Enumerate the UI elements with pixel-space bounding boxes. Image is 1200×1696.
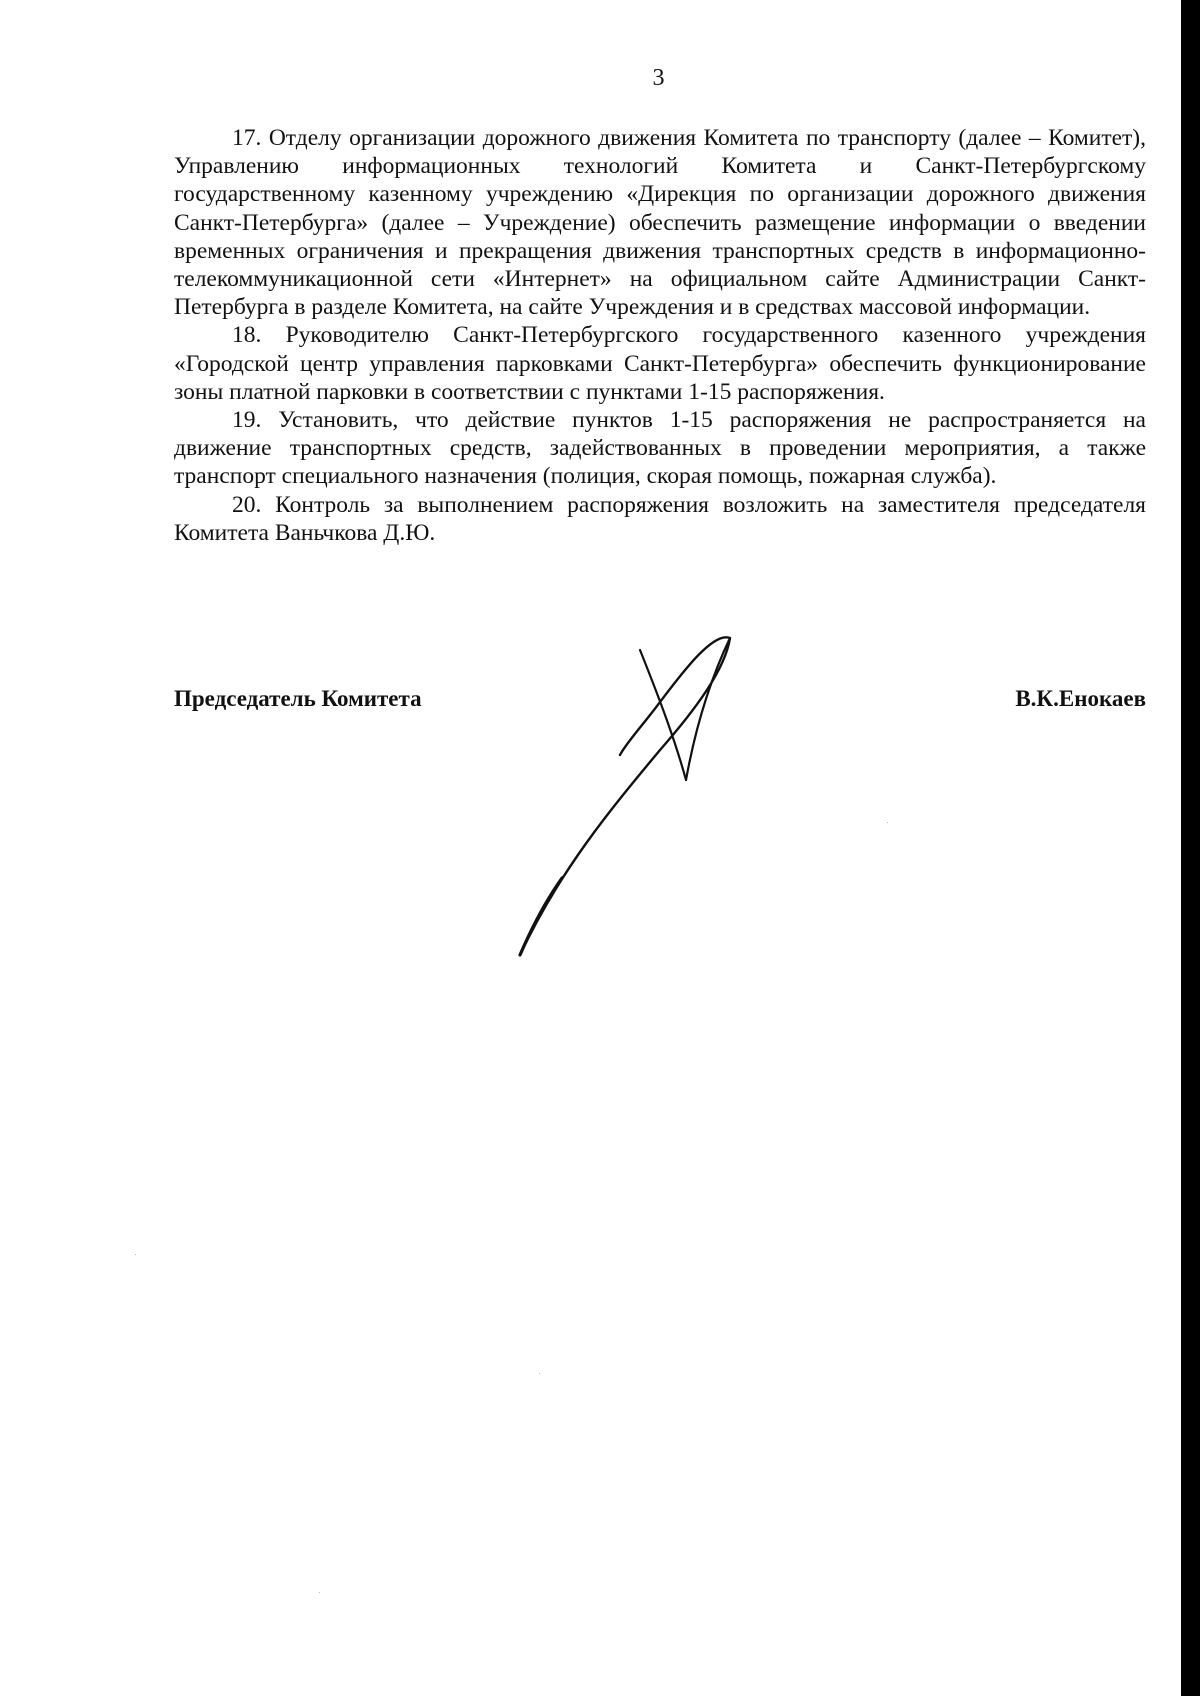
signatory-title: Председатель Комитета [174, 686, 422, 711]
handwritten-signature [500, 620, 800, 960]
scan-speck [319, 1592, 320, 1593]
paragraph-17: 17. Отделу организации дорожного движения Комитета по транспорту (далее – Комитет), Управлению информационных технологий Комитета и Санкт-Петербургскому государственному казенному учреждению «Дирекция по организации дорожного движения Санкт-Петербурга» (далее – Учреждение) обеспечить размещение информации о введении временных ограничения и прекращения движения транспортных средств в информационно-телекоммуникационной сети «Интернет» на официальном сайте Администрации Санкт-Петербурга в разделе Комитета, на сайте Учреждения и в средствах массовой информации. [174, 125, 1146, 321]
paragraph-19: 19. Установить, что действие пунктов 1-15 распоряжения не распространяется на движение транспортных средств, задействованных в проведении мероприятия, а также транспорт специального назначения (полиция, скорая помощь, пожарная служба). [174, 407, 1146, 490]
scan-speck [887, 822, 888, 823]
scan-border [1181, 0, 1200, 1696]
scan-speck [539, 1373, 540, 1374]
page-number: 3 [652, 65, 665, 91]
paragraph-20: 20. Контроль за выполнением распоряжения возложить на заместителя председателя Комитета Ваньчкова Д.Ю. [174, 491, 1146, 546]
document-body [174, 124, 1146, 547]
signatory-name: В.К.Енокаев [1015, 686, 1146, 711]
scan-speck [135, 1254, 136, 1255]
paragraph-18: 18. Руководителю Санкт-Петербургского государственного казенного учреждения «Городской центр управления парковками Санкт-Петербурга» обеспечить функционирование зоны платной парковки в соответствии с пунктами 1-15 распоряжения. [174, 322, 1146, 405]
